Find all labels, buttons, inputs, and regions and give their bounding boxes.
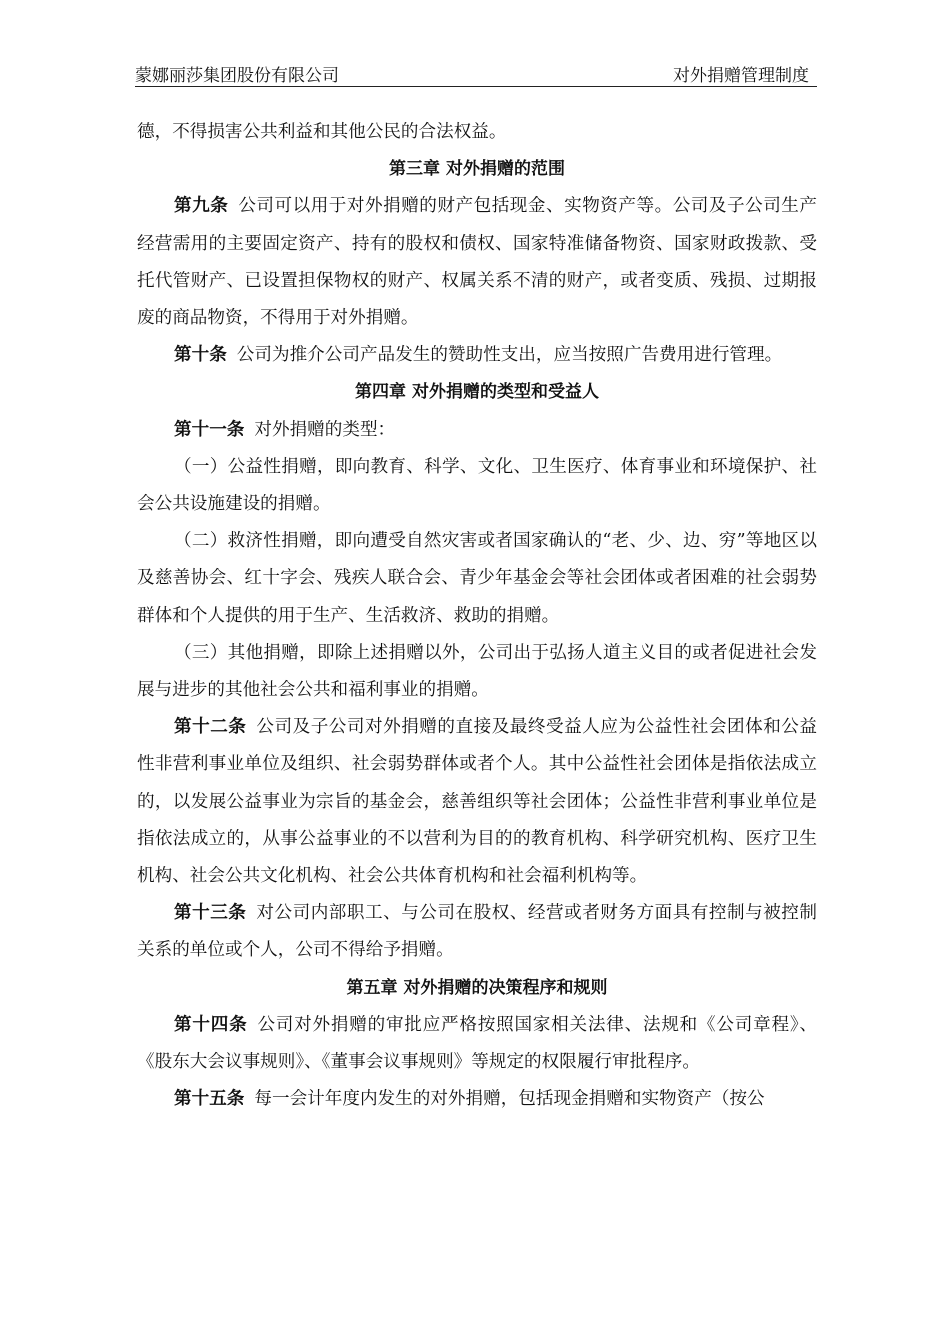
article-text: 公司及子公司对外捐赠的直接及最终受益人应为公益性社会团体和公益性非营利事业单位及组织、社会弱势群体或者个人。其中公益性社会团体是指依法成立的，以发展公益事业为宗旨的基金会，慈善组织等社会团体；公益性非营利事业单位是指依法成立的，从事公益事业的不以营利为目的的教育机构、科学研究机构、医疗卫生机构、社会公共文化机构、社会公共体育机构和社会福利机构等。 (137, 717, 817, 887)
page-header (135, 58, 817, 87)
list-item-paragraph: （三）其他捐赠，即除上述捐赠以外，公司出于弘扬人道主义目的或者促进社会发展与进步的其他社会公共和福利事业的捐赠。 (137, 642, 817, 701)
article-paragraph (137, 1081, 817, 1118)
article-number: 第十条 (174, 345, 227, 366)
article-text: 每一会计年度内发生的对外捐赠，包括现金捐赠和实物资产（按公 (254, 1089, 765, 1110)
article-number: 第十三条 (174, 903, 247, 924)
chapter-heading: 第四章 对外捐赠的类型和受益人 (355, 382, 599, 403)
header-company: 蒙娜丽莎集团股份有限公司 (135, 66, 339, 86)
document-body (137, 114, 817, 1118)
article-number: 第十四条 (174, 1014, 248, 1035)
paragraph-continuation: 德，不得损害公共利益和其他公民的合法权益。 (137, 122, 507, 142)
article-text: 对外捐赠的类型： (254, 419, 396, 440)
list-item-paragraph: （二）救济性捐赠，即向遭受自然灾害或者国家确认的“老、少、边、穷”等地区以及慈善协会、红十字会、残疾人联合会、青少年基金会等社会团体或者困难的社会弱势群体和个人提供的用于生产、生活救济、救助的捐赠。 (137, 531, 817, 626)
header-doc-title: 对外捐赠管理制度 (673, 66, 809, 86)
article-text: 公司对外捐赠的审批应严格按照国家相关法律、法规和《公司章程》、《股东大会议事规则》、《董事会议事规则》等规定的权限履行审批程序。 (137, 1014, 817, 1073)
article-paragraph (137, 188, 817, 337)
chapter-heading: 第五章 对外捐赠的决策程序和规则 (346, 977, 608, 998)
article-paragraph (137, 337, 817, 374)
chapter-heading: 第三章 对外捐赠的范围 (389, 159, 565, 180)
article-paragraph (137, 709, 817, 895)
list-item-paragraph: （一）公益性捐赠，即向教育、科学、文化、卫生医疗、体育事业和环境保护、社会公共设施建设的捐赠。 (137, 456, 817, 515)
article-text: 对公司内部职工、与公司在股权、经营或者财务方面具有控制与被控制关系的单位或个人，公司不得给予捐赠。 (137, 903, 817, 961)
article-paragraph (137, 412, 817, 449)
article-number: 第九条 (174, 196, 229, 217)
article-text: 公司可以用于对外捐赠的财产包括现金、实物资产等。公司及子公司生产经营需用的主要固定资产、持有的股权和债权、国家特准储备物资、国家财政拨款、受托代管财产、已设置担保物权的财产、权属关系不清的财产，或者变质、残损、过期报废的商品物资，不得用于对外捐赠。 (137, 196, 817, 329)
article-text: 公司为推介公司产品发生的赞助性支出，应当按照广告费用进行管理。 (236, 345, 783, 366)
article-number: 第十一条 (174, 419, 245, 440)
article-number: 第十二条 (174, 717, 247, 738)
article-number: 第十五条 (174, 1089, 245, 1110)
article-paragraph (137, 895, 817, 969)
article-paragraph (137, 1007, 817, 1081)
